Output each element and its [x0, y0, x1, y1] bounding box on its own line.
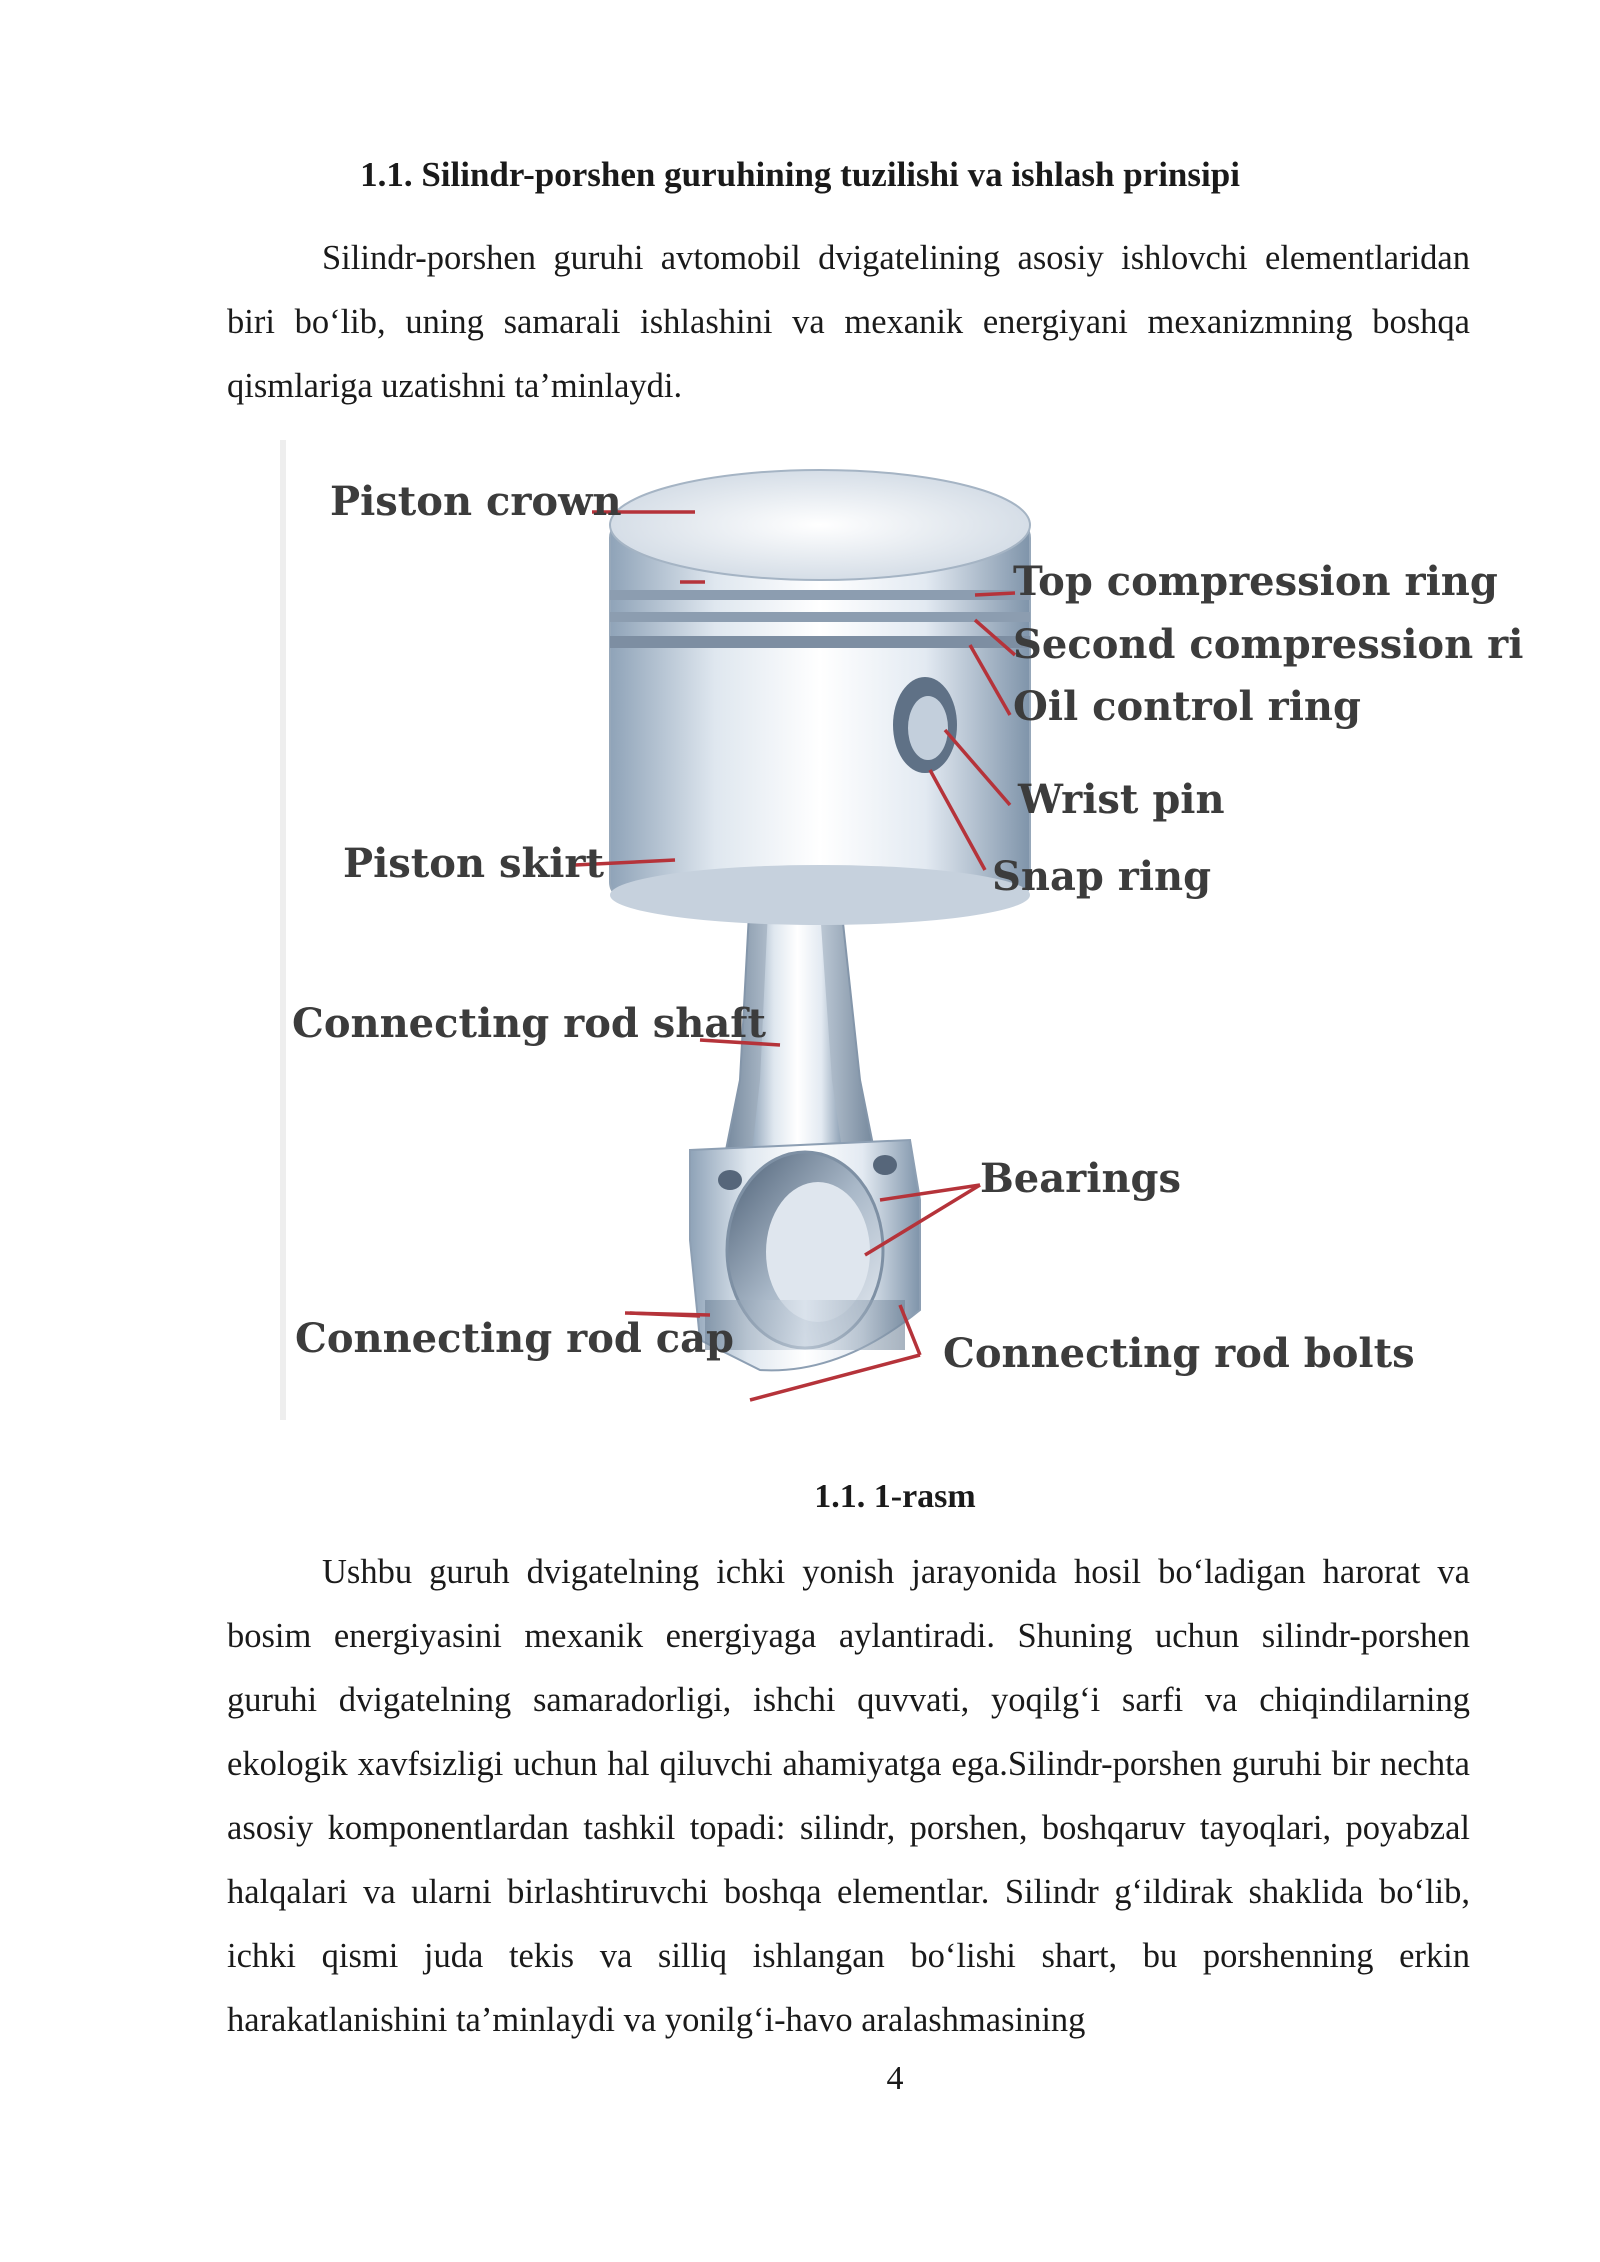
- label-bearings: Bearings: [980, 1155, 1182, 1202]
- body-paragraph-text: Ushbu guruh dvigatelning ichki yonish jarayonida hosil bo‘ladigan harorat va bosim energiyasini mexanik energiyaga aylantiradi. Shuning uchun silindr-porshen guruhi dvigatelning samaradorligi, ishchi quvvati, yoqilg‘i sarfi va chiqindilarning ekologik xavfsizligi uchun hal qiluvchi ahamiyatga ega.Silindr-porshen guruhi bir nechta asosiy komponentlardan tashkil topadi: silindr, porshen, boshqaruv tayoqlari, poyabzal halqalari va ularni birlashtiruvchi boshqa elementlar. Silindr g‘ildirak shaklida bo‘lib, ichki qismi juda tekis va silliq ishlangan bo‘lishi shart, bu porshenning erkin harakatlanishini ta’minlaydi va yonilg‘i-havo aralashmasining: [227, 1553, 1470, 2039]
- label-piston-skirt: Piston skirt: [343, 840, 604, 887]
- label-connecting-rod-cap: Connecting rod cap: [295, 1315, 735, 1362]
- intro-paragraph: [227, 226, 1470, 418]
- label-piston-crown: Piston crown: [330, 478, 622, 525]
- section-heading: 1.1. Silindr-porshen guruhining tuzilishi va ishlash prinsipi: [360, 155, 1240, 194]
- label-snap-ring: Snap ring: [992, 853, 1212, 900]
- label-oil-control-ring: Oil control ring: [1013, 683, 1361, 730]
- label-connecting-rod-bolts: Connecting rod bolts: [943, 1330, 1415, 1377]
- leader-top-compression-ring: [975, 593, 1015, 595]
- label-wrist-pin: Wrist pin: [1018, 776, 1225, 823]
- label-second-compression-ring: Second compression ri: [1013, 621, 1524, 668]
- piston-body-shape: [610, 470, 1030, 925]
- intro-paragraph-text: Silindr-porshen guruhi avtomobil dvigatelining asosiy ishlovchi elementlaridan biri bo‘lib, uning samarali ishlashini va mexanik energiyani mexanizmning boshqa qismlariga uzatishni ta’minlaydi.: [227, 239, 1470, 405]
- figure-caption: 1.1. 1-rasm: [814, 1478, 976, 1515]
- image-edge: [280, 440, 286, 1420]
- page-number: 4: [886, 2060, 904, 2097]
- piston-assembly-figure: [280, 440, 1524, 1420]
- label-top-compression-ring: Top compression ring: [1013, 558, 1498, 605]
- label-connecting-rod-shaft: Connecting rod shaft: [292, 1000, 766, 1047]
- body-paragraph: [227, 1540, 1470, 2052]
